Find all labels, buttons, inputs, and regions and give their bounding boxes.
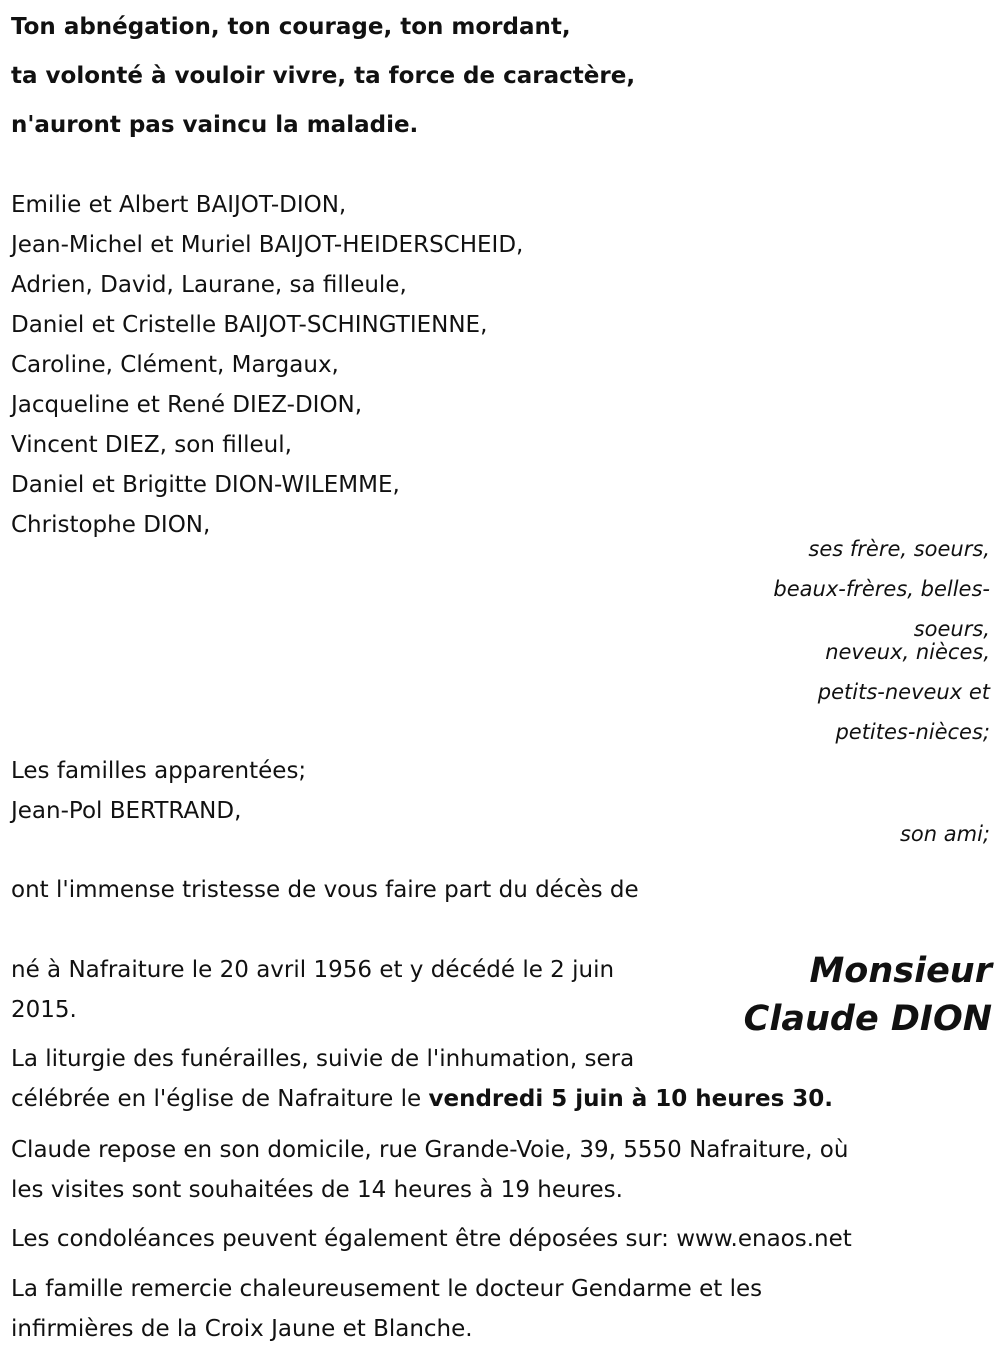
family-line-1: Emilie et Albert BAIJOT-DION, — [11, 192, 347, 218]
rest-line-2: les visites sont souhaitées de 14 heures à 19 heures. — [11, 1177, 623, 1203]
thanks-line-1: La famille remercie chaleureusement le docteur Gendarme et les — [11, 1276, 763, 1302]
others-line-1: Les familles apparentées; — [11, 758, 307, 784]
family-line-8: Daniel et Brigitte DION-WILEMME, — [11, 472, 400, 498]
deceased-name: Claude DION — [743, 999, 992, 1039]
funeral-date-time: vendredi 5 juin à 10 heures 30. — [428, 1086, 834, 1112]
birth-death-line-1: né à Nafraiture le 20 avril 1956 et y décédé le 2 juin — [11, 957, 615, 983]
relation-line-2: beaux-frères, belles- — [773, 577, 990, 601]
family-line-5: Caroline, Clément, Margaux, — [11, 352, 339, 378]
others-line-2: Jean-Pol BERTRAND, — [11, 798, 242, 824]
deceased-title: Monsieur — [809, 951, 992, 991]
quote-line-1: Ton abnégation, ton courage, ton mordant, — [11, 14, 571, 40]
family-line-2: Jean-Michel et Muriel BAIJOT-HEIDERSCHEID, — [11, 232, 524, 258]
relation-line-6: petites-nièces; — [835, 720, 990, 744]
relation-line-4: neveux, nièces, — [825, 640, 990, 664]
relation-line-5: petits-neveux et — [817, 680, 990, 704]
quote-line-2: ta volonté à vouloir vivre, ta force de caractère, — [11, 63, 636, 89]
family-line-9: Christophe DION, — [11, 512, 211, 538]
thanks-line-2: infirmières de la Croix Jaune et Blanche. — [11, 1316, 473, 1342]
condolences-line: Les condoléances peuvent également être déposées sur: www.enaos.net — [11, 1226, 852, 1252]
relation-line-1: ses frère, soeurs, — [808, 537, 990, 561]
funeral-line-2 — [11, 1084, 833, 1114]
funeral-line-1: La liturgie des funérailles, suivie de l'inhumation, sera — [11, 1046, 635, 1072]
relation-line-3: soeurs, — [913, 617, 990, 641]
friend-relation: son ami; — [899, 822, 990, 846]
family-line-4: Daniel et Cristelle BAIJOT-SCHINGTIENNE, — [11, 312, 488, 338]
family-line-6: Jacqueline et René DIEZ-DION, — [11, 392, 363, 418]
family-line-7: Vincent DIEZ, son filleul, — [11, 432, 292, 458]
rest-line-1: Claude repose en son domicile, rue Grande-Voie, 39, 5550 Nafraiture, où — [11, 1137, 849, 1163]
announcement: ont l'immense tristesse de vous faire part du décès de — [11, 877, 639, 903]
family-line-3: Adrien, David, Laurane, sa filleule, — [11, 272, 407, 298]
birth-death-line-2: 2015. — [11, 997, 77, 1023]
quote-line-3: n'auront pas vaincu la maladie. — [11, 112, 419, 138]
funeral-line-2-text: célébrée en l'église de Nafraiture le — [11, 1086, 429, 1112]
